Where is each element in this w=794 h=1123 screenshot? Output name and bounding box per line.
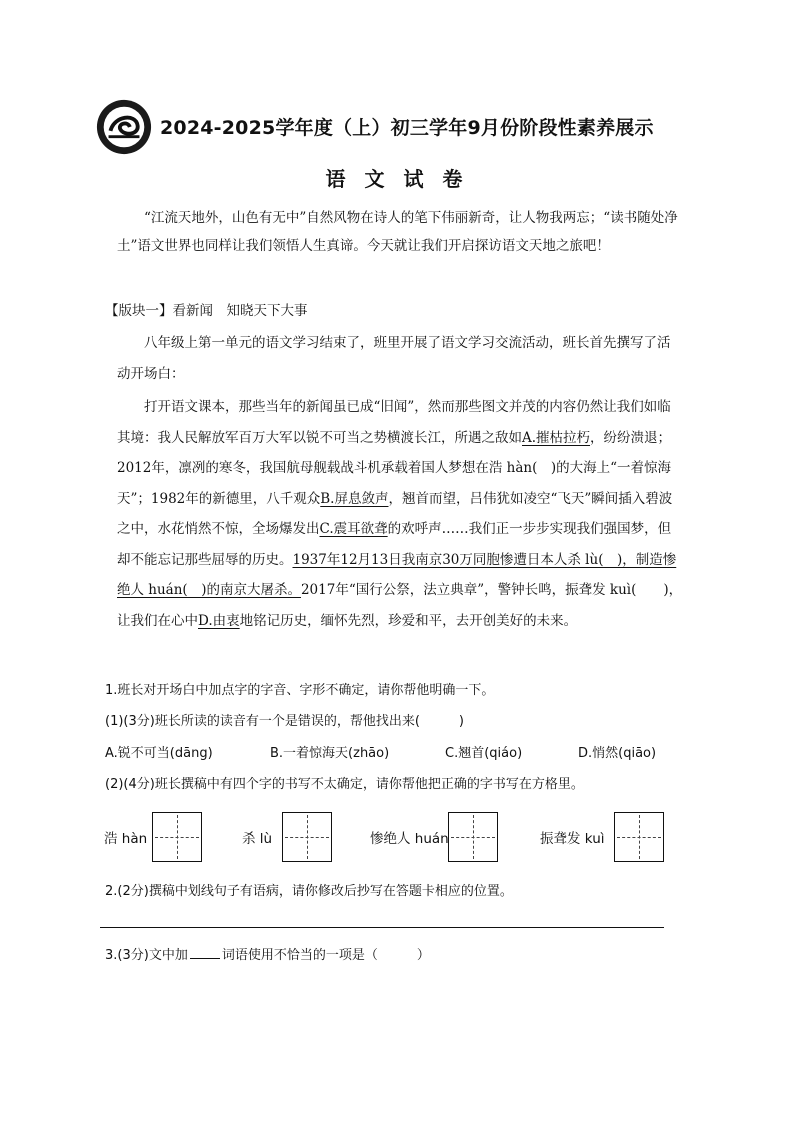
writing-grid-box[interactable] <box>152 812 202 862</box>
opening-speech <box>117 392 683 636</box>
choice-a: A.锐不可当(dāng) <box>105 746 213 761</box>
school-logo-icon <box>95 98 153 156</box>
option-a-phrase: A.摧枯拉朽 <box>522 429 591 446</box>
underline-mark <box>190 958 220 959</box>
question-1-stem: 1.班长对开场白中加点字的字音、字形不确定，请你帮他明确一下。 <box>105 683 495 698</box>
choice-c: C.翘首(qiáo) <box>445 746 523 761</box>
exam-title: 2024-2025学年度（上）初三学年9月份阶段性素养展示 <box>160 117 654 139</box>
grid-label-hao: 浩 hàn <box>104 831 148 847</box>
question-3-text: 3.(3分)文中加 <box>105 948 188 963</box>
writing-grid-box[interactable] <box>448 812 498 862</box>
answer-line[interactable] <box>100 927 664 928</box>
passage-text: ，纷纷溃退；2012年，凛冽的寒冬，我国航母舰载战斗机承载着国人梦想在浩 hàn( )的大海上“一着惊海天”；1982年的新德里，八千观众 <box>117 429 672 507</box>
grid-label-kui: 振聋发 kuì <box>540 831 605 847</box>
grid-label-huan: 惨绝人 huán <box>370 831 449 847</box>
passage-text: 的欢呼声……我们正一步步实现我们强国梦，但却不能忘记那些屈辱的历史。 <box>117 521 672 568</box>
question-2-stem: 2.(2分)撰稿中划线句子有语病，请你修改后抄写在答题卡相应的位置。 <box>105 884 513 899</box>
activity-prompt: 八年级上第一单元的语文学习结束了，班里开展了语文学习交流活动，班长首先撰写了活动开场白： <box>117 335 671 382</box>
question-3-stem <box>105 944 430 963</box>
intro-paragraph: “江流天地外，山色有无中”自然风物在诗人的笔下伟丽新奇，让人物我两忘；“读书随处净土”语文世界也同样让我们领悟人生真谛。今天就让我们开启探访语文天地之旅吧！ <box>117 210 678 254</box>
section-heading: 【版块一】看新闻 知晓天下大事 <box>105 303 308 319</box>
question-1-part-2: (2)(4分)班长撰稿中有四个字的书写不太确定，请你帮他把正确的字书写在方格里。 <box>105 777 584 792</box>
option-b-phrase: B.屏息敛声 <box>320 490 389 507</box>
question-3-text: 词语使用不恰当的一项是（ ） <box>221 948 430 963</box>
passage-text: 2017年“国行公祭，法立典章”，警钟长鸣，振聋发 kuì( )，让我们在心中 <box>117 582 683 629</box>
grid-label-sha: 杀 lù <box>242 831 273 847</box>
option-d-phrase: D.由衷 <box>198 612 240 629</box>
passage-text: ，翘首而望，吕伟犹如凌空“飞天”瞬间插入碧波之中，水花悄然不惊，全场爆发出 <box>117 490 673 537</box>
writing-grid-box[interactable] <box>282 812 332 862</box>
passage-text: 打开语文课本，那些当年的新闻虽已成“旧闻”，然而那些图文并茂的内容仍然让我们如临其境：我人民解放军百万大军以锐不可当之势横渡长江，所遇之敌如 <box>117 399 671 446</box>
choice-d: D.悄然(qiāo) <box>578 746 657 761</box>
exam-subtitle: 语 文 试 卷 <box>325 167 469 191</box>
question-1-part-1: (1)(3分)班长所读的读音有一个是错误的，帮他找出来( ) <box>105 714 464 729</box>
choice-b: B.一着惊海天(zhāo) <box>270 746 390 761</box>
writing-grid-box[interactable] <box>614 812 664 862</box>
passage-text: 地铭记历史，缅怀先烈，珍爱和平，去开创美好的未来。 <box>239 612 578 629</box>
option-c-phrase: C.震耳欲聋 <box>319 521 388 537</box>
underlined-sentence: 1937年12月13日我南京30万同胞惨遭日本人杀 lù( )，制造惨绝人 huán( )的南京大屠杀。 <box>117 551 677 598</box>
